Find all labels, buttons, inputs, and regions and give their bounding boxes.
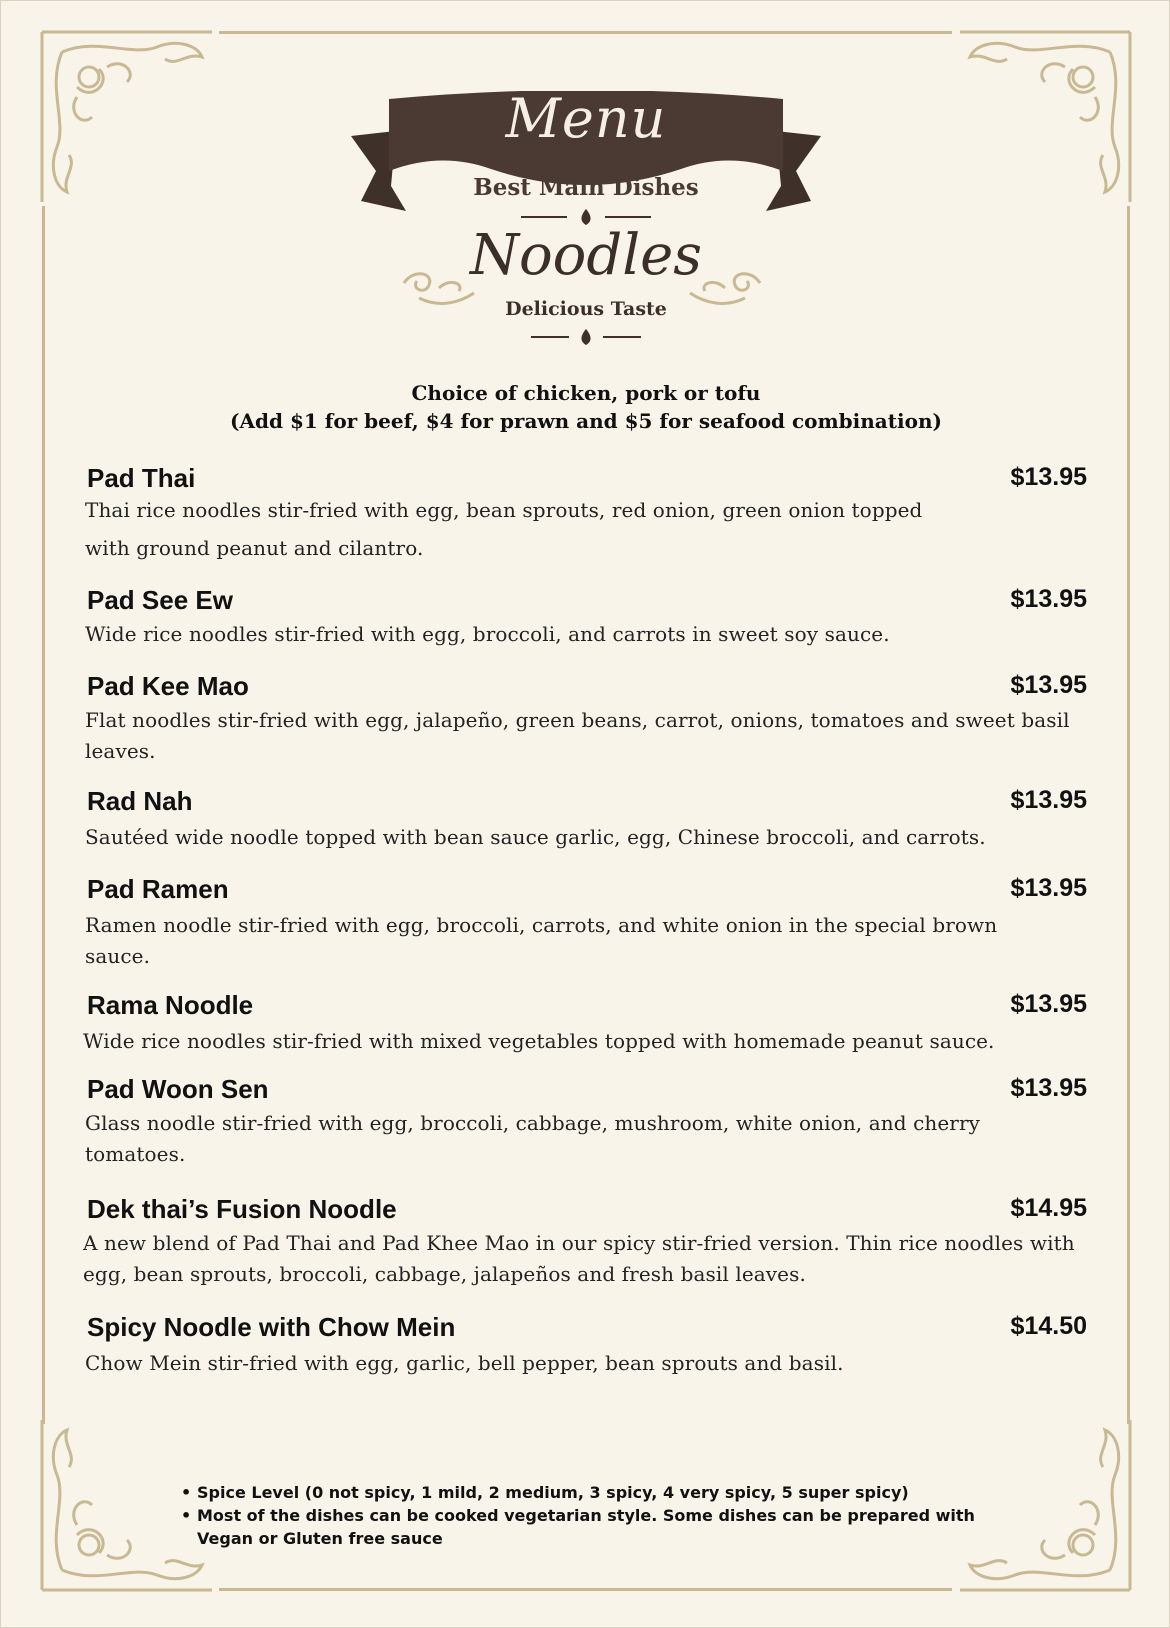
item-name: Pad Woon Sen xyxy=(87,1074,269,1104)
item-name: Dek thai’s Fusion Noodle xyxy=(87,1194,397,1224)
item-description: Wide rice noodles stir-fried with egg, broccoli, and carrots in sweet soy sauce. xyxy=(85,622,890,646)
item-price: $14.50 xyxy=(1010,1312,1087,1340)
item-description: Thai rice noodles stir-fried with egg, bean sprouts, red onion, green onion topped with ground peanut and cilantro. xyxy=(85,498,923,560)
item-price: $13.95 xyxy=(1010,990,1087,1018)
item-name: Rama Noodle xyxy=(87,990,254,1020)
item-name: Pad Ramen xyxy=(87,874,229,904)
menu-title: Menu xyxy=(505,87,667,150)
tagline: Delicious Taste xyxy=(505,298,667,320)
item-price: $13.95 xyxy=(1010,874,1087,902)
item-name: Pad See Ew xyxy=(87,585,233,615)
item-price: $13.95 xyxy=(1010,786,1087,814)
frame-top-border xyxy=(219,31,952,34)
item-price: $13.95 xyxy=(1010,463,1087,491)
protein-choice-line: Choice of chicken, pork or tofu xyxy=(411,381,761,405)
section-title: Noodles xyxy=(469,223,703,288)
item-price: $13.95 xyxy=(1010,671,1087,699)
item-description: A new blend of Pad Thai and Pad Khee Mao in our spicy stir-fried version. Thin rice noodles with egg, bean sprouts, broccoli, cabbage, jalapeños and fresh basil leaves. xyxy=(83,1231,1075,1286)
item-description: Wide rice noodles stir-fried with mixed vegetables topped with homemade peanut sauce. xyxy=(83,1029,995,1053)
item-name: Pad Thai xyxy=(87,463,196,493)
item-name: Pad Kee Mao xyxy=(87,671,249,701)
footnotes xyxy=(181,1481,1001,1550)
leaf-divider-icon xyxy=(1,327,1170,351)
item-description: Chow Mein stir-fried with egg, garlic, bell pepper, bean sprouts and basil. xyxy=(85,1351,844,1375)
spice-level-note: • Spice Level (0 not spicy, 1 mild, 2 medium, 3 spicy, 4 very spicy, 5 super spicy) xyxy=(181,1481,1001,1504)
item-description: Flat noodles stir-fried with egg, jalapeño, green beans, carrot, onions, tomatoes and sweet basil leaves. xyxy=(85,708,1070,763)
menu-subtitle: Best Main Dishes xyxy=(473,174,699,201)
item-description: Glass noodle stir-fried with egg, broccoli, cabbage, mushroom, white onion, and cherry tomatoes. xyxy=(85,1111,981,1166)
item-price: $13.95 xyxy=(1010,1074,1087,1102)
frame-bottom-border xyxy=(219,1588,952,1591)
item-price: $14.95 xyxy=(1010,1194,1087,1222)
item-name: Rad Nah xyxy=(87,786,193,816)
item-name: Spicy Noodle with Chow Mein xyxy=(87,1312,456,1342)
item-description: Ramen noodle stir-fried with egg, broccoli, carrots, and white onion in the special brown sauce. xyxy=(85,913,998,968)
protein-upcharge-line: (Add $1 for beef, $4 for prawn and $5 for seafood combination) xyxy=(230,409,942,433)
protein-choice-note xyxy=(1,379,1170,435)
vegetarian-note: • Most of the dishes can be cooked vegetarian style. Some dishes can be prepared with Vegan or Gluten free sauce xyxy=(181,1504,1001,1550)
item-description: Sautéed wide noodle topped with bean sauce garlic, egg, Chinese broccoli, and carrots. xyxy=(85,825,986,849)
item-price: $13.95 xyxy=(1010,585,1087,613)
